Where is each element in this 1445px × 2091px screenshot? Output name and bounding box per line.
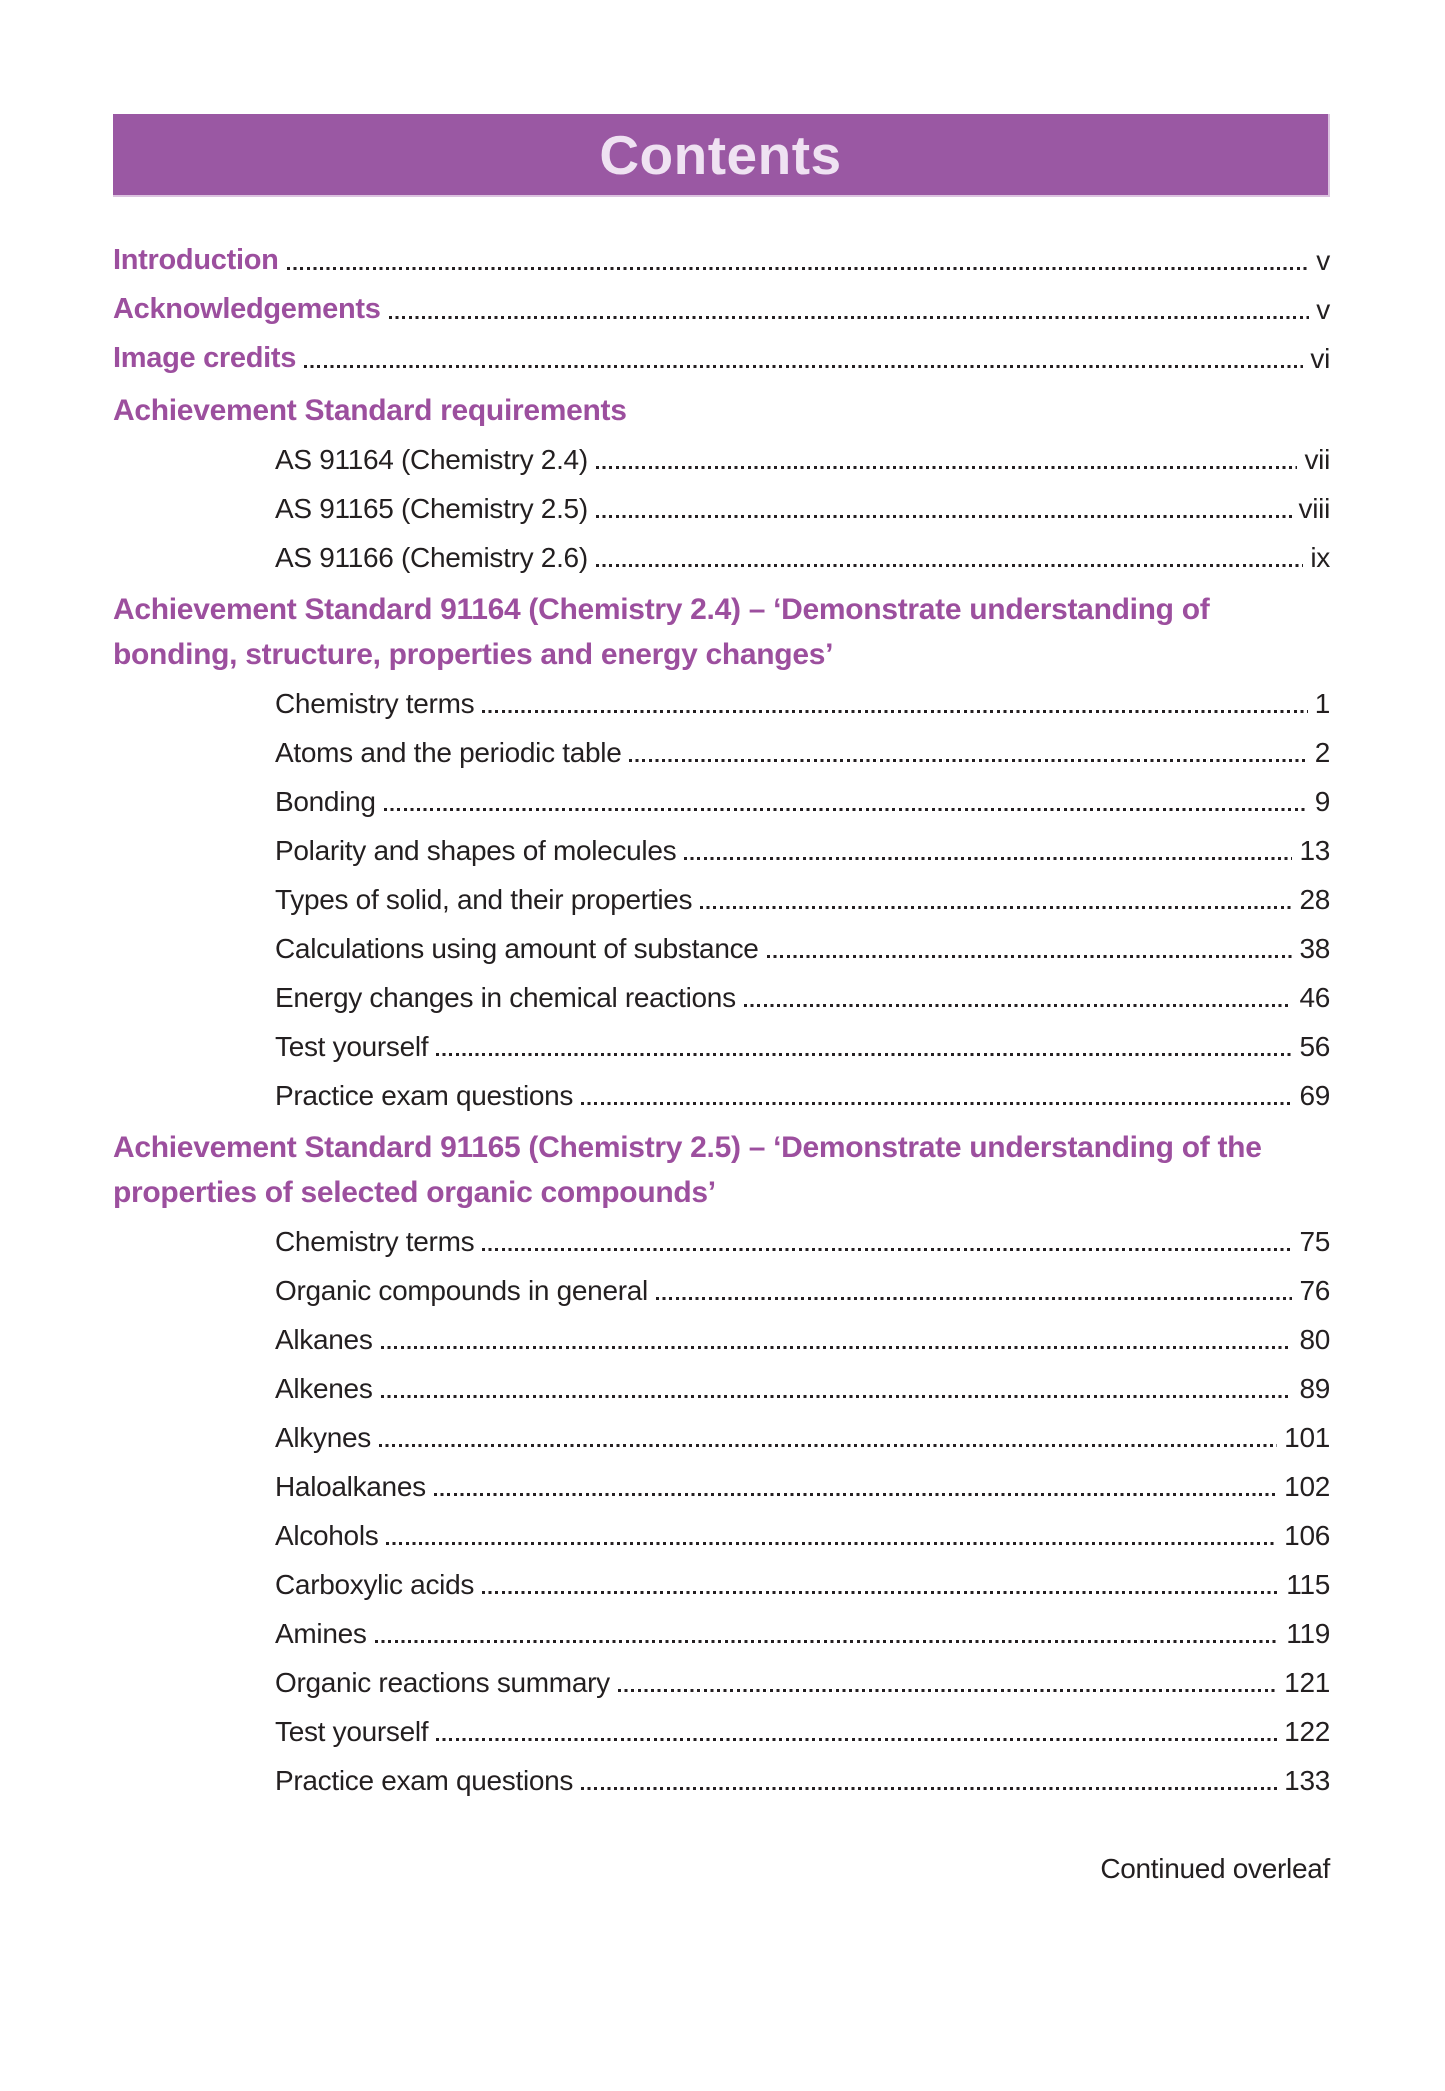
dot-leader bbox=[375, 1640, 1280, 1643]
toc-entry-label: Carboxylic acids bbox=[275, 1569, 475, 1600]
page-number: 102 bbox=[1284, 1471, 1330, 1502]
dot-leader bbox=[700, 906, 1292, 909]
dot-leader bbox=[386, 1542, 1277, 1545]
dot-leader bbox=[482, 1591, 1279, 1594]
section-heading-achievement-standard-requirements: Achievement Standard requirements bbox=[113, 394, 627, 427]
toc-entry-label: AS 91164 (Chemistry 2.4) bbox=[275, 444, 588, 475]
toc-entry-label: Amines bbox=[275, 1618, 367, 1649]
contents-page bbox=[0, 114, 1445, 1893]
toc-entry-bonding bbox=[113, 777, 1330, 826]
page-title: Contents bbox=[599, 123, 842, 186]
dot-leader bbox=[436, 1053, 1292, 1056]
toc-entry-label: Haloalkanes bbox=[275, 1471, 426, 1502]
toc-entry-alcohols bbox=[113, 1511, 1330, 1560]
page-number: 133 bbox=[1284, 1765, 1330, 1796]
dot-leader bbox=[596, 466, 1298, 469]
dot-leader bbox=[581, 1787, 1277, 1790]
toc-entry-haloalkanes bbox=[113, 1462, 1330, 1511]
page-number: 2 bbox=[1314, 737, 1330, 768]
page-number: 69 bbox=[1299, 1080, 1330, 1111]
toc-entry-label: Alcohols bbox=[275, 1520, 379, 1551]
toc-entry-label: Types of solid, and their properties bbox=[275, 884, 693, 915]
toc-entry-label: Test yourself bbox=[275, 1716, 429, 1747]
toc-entry-types-of-solid-and-their-properties bbox=[113, 875, 1330, 924]
toc-entry-alkynes bbox=[113, 1413, 1330, 1462]
dot-leader bbox=[596, 515, 1292, 518]
toc-entry-test-yourself bbox=[113, 1707, 1330, 1756]
dot-leader bbox=[434, 1493, 1277, 1496]
toc-entry-organic-compounds-in-general bbox=[113, 1266, 1330, 1315]
toc-entry-image-credits bbox=[113, 334, 1330, 383]
toc-entry-label: AS 91166 (Chemistry 2.6) bbox=[275, 542, 588, 573]
page-number: 106 bbox=[1284, 1520, 1330, 1551]
toc-entry-alkenes bbox=[113, 1364, 1330, 1413]
toc-entry-label: Calculations using amount of substance bbox=[275, 933, 759, 964]
page-number: viii bbox=[1298, 493, 1330, 524]
toc-entry-energy-changes-in-chemical-reactions bbox=[113, 973, 1330, 1022]
toc-entry-as-91165-chemistry-2-5 bbox=[113, 484, 1330, 533]
dot-leader bbox=[482, 710, 1307, 713]
dot-leader bbox=[581, 1102, 1292, 1105]
dot-leader bbox=[596, 564, 1304, 567]
toc-entry-acknowledgements bbox=[113, 285, 1330, 334]
page-number: ix bbox=[1310, 542, 1330, 573]
section-heading-achievement-standard-91164-chemistry-2-4: Achievement Standard 91164 (Chemistry 2.4) – ‘Demonstrate understanding of bonding, structure, properties and energy changes’ bbox=[113, 593, 1210, 671]
toc-entry-label: Chemistry terms bbox=[275, 688, 475, 719]
dot-leader bbox=[379, 1444, 1277, 1447]
toc-entry-label: Image credits bbox=[113, 342, 297, 374]
toc-entry-label: Alkenes bbox=[275, 1373, 373, 1404]
toc-entry-test-yourself bbox=[113, 1022, 1330, 1071]
toc-entry-label: Practice exam questions bbox=[275, 1080, 574, 1111]
page-number: 46 bbox=[1299, 982, 1330, 1013]
page-number: 9 bbox=[1314, 786, 1330, 817]
page-number: 75 bbox=[1299, 1226, 1330, 1257]
page-number: 56 bbox=[1299, 1031, 1330, 1062]
page-number: 115 bbox=[1286, 1569, 1330, 1600]
toc-entry-label: Organic reactions summary bbox=[275, 1667, 610, 1698]
toc-entry-label: Acknowledgements bbox=[113, 293, 381, 325]
toc-entry-label: Atoms and the periodic table bbox=[275, 737, 622, 768]
toc-entry-label: Bonding bbox=[275, 786, 376, 817]
toc-entry-chemistry-terms bbox=[113, 1217, 1330, 1266]
dot-leader bbox=[482, 1248, 1292, 1251]
dot-leader bbox=[744, 1004, 1293, 1007]
toc-entry-chemistry-terms bbox=[113, 679, 1330, 728]
page-number: v bbox=[1316, 245, 1330, 276]
toc-entry-label: Chemistry terms bbox=[275, 1226, 475, 1257]
toc-entry-as-91166-chemistry-2-6 bbox=[113, 533, 1330, 582]
page-number: 80 bbox=[1299, 1324, 1330, 1355]
dot-leader bbox=[767, 955, 1293, 958]
page-number: 121 bbox=[1284, 1667, 1330, 1698]
toc-entry-label: Organic compounds in general bbox=[275, 1275, 648, 1306]
page-number: v bbox=[1316, 294, 1330, 325]
dot-leader bbox=[381, 1346, 1293, 1349]
toc-entry-organic-reactions-summary bbox=[113, 1658, 1330, 1707]
section-heading-achievement-standard-91165-chemistry-2-5: Achievement Standard 91165 (Chemistry 2.5) – ‘Demonstrate understanding of the properties of selected organic compounds’ bbox=[113, 1131, 1262, 1209]
page-number: 28 bbox=[1299, 884, 1330, 915]
page-number: 122 bbox=[1284, 1716, 1330, 1747]
toc-entry-amines bbox=[113, 1609, 1330, 1658]
continued-overleaf-note: Continued overleaf bbox=[1100, 1853, 1330, 1884]
toc-entry-atoms-and-the-periodic-table bbox=[113, 728, 1330, 777]
page-number: 13 bbox=[1299, 835, 1330, 866]
toc-entry-carboxylic-acids bbox=[113, 1560, 1330, 1609]
dot-leader bbox=[287, 267, 1310, 270]
toc-entry-polarity-and-shapes-of-molecules bbox=[113, 826, 1330, 875]
dot-leader bbox=[629, 759, 1307, 762]
dot-leader bbox=[656, 1297, 1293, 1300]
page-number: 101 bbox=[1284, 1422, 1330, 1453]
page-number: 1 bbox=[1314, 688, 1330, 719]
toc-entry-practice-exam-questions bbox=[113, 1071, 1330, 1120]
dot-leader bbox=[304, 365, 1303, 368]
toc-entry-label: Practice exam questions bbox=[275, 1765, 574, 1796]
toc-entry-label: Introduction bbox=[113, 244, 279, 276]
dot-leader bbox=[389, 316, 1310, 319]
dot-leader bbox=[384, 808, 1308, 811]
page-number: 89 bbox=[1299, 1373, 1330, 1404]
toc-entry-label: Alkynes bbox=[275, 1422, 371, 1453]
page-number: vii bbox=[1304, 444, 1330, 475]
page-number: vi bbox=[1310, 343, 1330, 374]
toc-entry-label: Test yourself bbox=[275, 1031, 429, 1062]
toc-entry-label: AS 91165 (Chemistry 2.5) bbox=[275, 493, 588, 524]
contents-banner bbox=[113, 114, 1330, 197]
toc-entry-introduction bbox=[113, 236, 1330, 285]
toc-entry-as-91164-chemistry-2-4 bbox=[113, 435, 1330, 484]
page-number: 119 bbox=[1286, 1618, 1330, 1649]
page-number: 38 bbox=[1299, 933, 1330, 964]
dot-leader bbox=[381, 1395, 1293, 1398]
dot-leader bbox=[618, 1689, 1277, 1692]
toc-entry-label: Energy changes in chemical reactions bbox=[275, 982, 736, 1013]
toc-entry-calculations-using-amount-of-substance bbox=[113, 924, 1330, 973]
toc-entry-alkanes bbox=[113, 1315, 1330, 1364]
toc-entry-label: Alkanes bbox=[275, 1324, 373, 1355]
dot-leader bbox=[436, 1738, 1277, 1741]
toc-entry-label: Polarity and shapes of molecules bbox=[275, 835, 677, 866]
dot-leader bbox=[684, 857, 1292, 860]
table-of-contents bbox=[113, 236, 1330, 1805]
page-number: 76 bbox=[1299, 1275, 1330, 1306]
toc-entry-practice-exam-questions bbox=[113, 1756, 1330, 1805]
